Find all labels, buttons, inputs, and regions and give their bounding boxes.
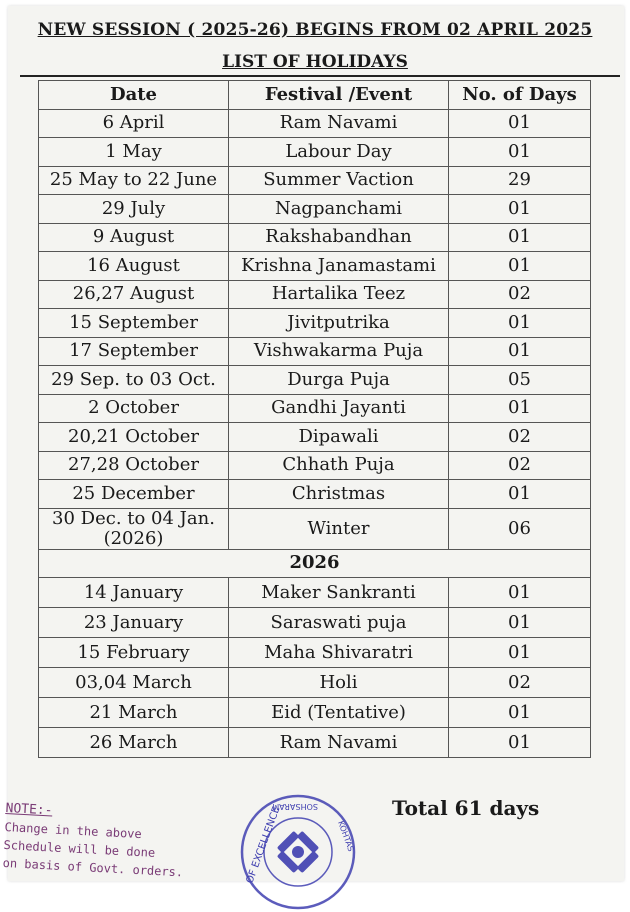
cell-date: 15 February [39, 638, 229, 668]
school-stamp-seal [238, 792, 358, 912]
total-days: Total 61 days [392, 796, 540, 820]
cell-date: 2 October [39, 394, 229, 423]
table-row [39, 423, 591, 452]
cell-days: 02 [449, 280, 591, 309]
year-divider-row [39, 549, 591, 578]
holiday-list-title: LIST OF HOLIDAYS [222, 52, 408, 72]
cell-event: Ram Navami [229, 728, 449, 758]
cell-days: 02 [449, 451, 591, 480]
rows-2026 [39, 578, 591, 758]
cell-days: 05 [449, 366, 591, 395]
cell-days: 01 [449, 394, 591, 423]
cell-days: 01 [449, 223, 591, 252]
cell-date: 29 July [39, 195, 229, 224]
table-row [39, 578, 591, 608]
stamp-emblem-icon [277, 831, 319, 873]
cell-event: Ram Navami [229, 109, 449, 138]
cell-days: 01 [449, 578, 591, 608]
cell-event: Winter [229, 508, 449, 549]
table-row [39, 608, 591, 638]
cell-days: 29 [449, 166, 591, 195]
cell-days: 01 [449, 728, 591, 758]
cell-event: Eid (Tentative) [229, 698, 449, 728]
cell-event: Durga Puja [229, 366, 449, 395]
cell-days: 06 [449, 508, 591, 549]
cell-event: Gandhi Jayanti [229, 394, 449, 423]
cell-days: 01 [449, 252, 591, 281]
cell-days: 01 [449, 195, 591, 224]
cell-date [39, 508, 229, 549]
winter-date-line1: 30 Dec. to 04 Jan. [52, 507, 215, 529]
handwritten-note [2, 800, 186, 881]
cell-date: 20,21 October [39, 423, 229, 452]
cell-event: Krishna Janamastami [229, 252, 449, 281]
winter-block [39, 508, 591, 578]
stamp-right-text: KOHTAS [336, 819, 356, 853]
table-row [39, 138, 591, 167]
table-row [39, 166, 591, 195]
cell-days: 01 [449, 638, 591, 668]
cell-date: 16 August [39, 252, 229, 281]
table-row [39, 668, 591, 698]
rows-2025 [39, 109, 591, 508]
cell-date: 26,27 August [39, 280, 229, 309]
table-row [39, 394, 591, 423]
cell-date: 26 March [39, 728, 229, 758]
cell-date: 03,04 March [39, 668, 229, 698]
holiday-table [38, 80, 591, 758]
table-row [39, 728, 591, 758]
column-header-date: Date [39, 81, 229, 110]
cell-event: Maha Shivaratri [229, 638, 449, 668]
cell-date: 6 April [39, 109, 229, 138]
cell-date: 14 January [39, 578, 229, 608]
table-row [39, 309, 591, 338]
cell-days: 01 [449, 337, 591, 366]
cell-event: Summer Vaction [229, 166, 449, 195]
cell-date: 1 May [39, 138, 229, 167]
table-row [39, 480, 591, 509]
winter-date-line2: (2026) [103, 527, 164, 549]
table-row [39, 195, 591, 224]
cell-event: Saraswati puja [229, 608, 449, 638]
cell-event: Labour Day [229, 138, 449, 167]
cell-days: 01 [449, 608, 591, 638]
table-row [39, 337, 591, 366]
table-row [39, 698, 591, 728]
cell-event: Vishwakarma Puja [229, 337, 449, 366]
table-row [39, 223, 591, 252]
cell-event: Chhath Puja [229, 451, 449, 480]
cell-days: 01 [449, 109, 591, 138]
cell-date: 29 Sep. to 03 Oct. [39, 366, 229, 395]
cell-date: 21 March [39, 698, 229, 728]
session-heading: NEW SESSION ( 2025-26) BEGINS FROM 02 APRIL 2025 [37, 20, 593, 40]
table-row [39, 638, 591, 668]
stamp-top-text: SOHSARAM [272, 802, 318, 811]
note-line: on basis of Govt. orders. [2, 855, 184, 880]
cell-date: 9 August [39, 223, 229, 252]
year-label: 2026 [39, 549, 591, 578]
cell-date: 17 September [39, 337, 229, 366]
cell-date: 25 December [39, 480, 229, 509]
table-row [39, 451, 591, 480]
column-header-event: Festival /Event [229, 81, 449, 110]
table-row [39, 280, 591, 309]
cell-event: Holi [229, 668, 449, 698]
cell-days: 01 [449, 309, 591, 338]
cell-event: Nagpanchami [229, 195, 449, 224]
table-row-winter [39, 508, 591, 549]
cell-days: 01 [449, 698, 591, 728]
note-line: Schedule will be done [3, 837, 156, 860]
cell-days: 02 [449, 668, 591, 698]
stamp-left-text: OF EXCELLENCE [244, 805, 283, 886]
table-row [39, 366, 591, 395]
column-header-days: No. of Days [449, 81, 591, 110]
table-row [39, 109, 591, 138]
cell-event: Jivitputrika [229, 309, 449, 338]
table-header-row [39, 81, 591, 110]
cell-date: 25 May to 22 June [39, 166, 229, 195]
cell-date: 23 January [39, 608, 229, 638]
note-title: NOTE:- [5, 800, 53, 819]
cell-event: Christmas [229, 480, 449, 509]
heading-rule [20, 75, 620, 77]
cell-event: Maker Sankranti [229, 578, 449, 608]
cell-days: 01 [449, 480, 591, 509]
note-line: Change in the above [4, 819, 143, 842]
cell-days: 02 [449, 423, 591, 452]
cell-event: Dipawali [229, 423, 449, 452]
cell-event: Rakshabandhan [229, 223, 449, 252]
cell-date: 27,28 October [39, 451, 229, 480]
table-row [39, 252, 591, 281]
cell-event: Hartalika Teez [229, 280, 449, 309]
cell-date: 15 September [39, 309, 229, 338]
cell-days: 01 [449, 138, 591, 167]
